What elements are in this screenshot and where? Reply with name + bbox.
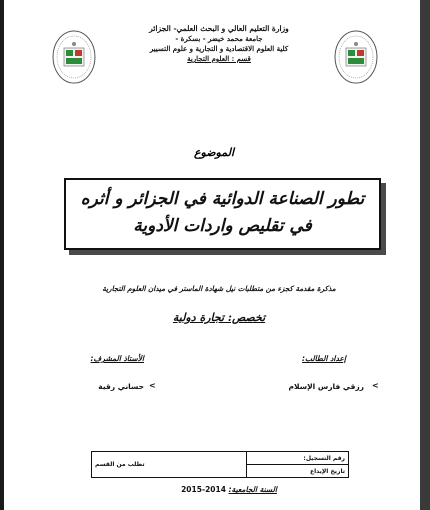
title-line-1: تطور الصناعة الدوائية في الجزائر و أثره — [80, 189, 365, 209]
supervisor-label: الأستاذ المشرف: — [90, 354, 144, 363]
title-line-2: في تقليص واردات الأدوية — [133, 216, 312, 236]
specialization: تخصص: تجارة دولية — [172, 311, 266, 324]
window-edge — [420, 0, 430, 510]
institution-header — [104, 24, 334, 64]
academic-year-value: 2014-2015 — [181, 485, 226, 494]
deposit-date-label: تاريخ الإيداع — [247, 465, 349, 478]
academic-year — [124, 485, 334, 494]
chevron-left-icon: < — [372, 381, 379, 390]
table-row — [92, 452, 349, 465]
thesis-title — [66, 186, 379, 240]
requested-from-department: تطلب من القسم — [92, 452, 247, 478]
supervisor-name: حساني رقية — [98, 382, 144, 391]
university-seal-icon — [334, 30, 378, 84]
ministry-line: وزارة التعليم العالي و البحث العلمي- الجزائر — [149, 24, 289, 33]
department-line: قسم : العلوم التجارية — [187, 54, 251, 63]
title-box — [64, 178, 381, 250]
registration-table — [91, 451, 349, 478]
faculty-line: كلية العلوم الاقتصادية و التجارية و علوم التسيير — [149, 44, 289, 53]
memo-description: مذكرة مقدمة كجزء من متطلبات نيل شهادة الماستر في ميدان العلوم التجارية — [102, 284, 336, 293]
student-label: إعداد الطالب: — [302, 354, 346, 363]
chevron-left-icon: < — [149, 381, 156, 390]
subject-label: الموضوع — [193, 146, 235, 159]
academic-year-label: السنة الجامعية: — [228, 485, 277, 494]
reg-no-label: رقم التسجيل: — [247, 452, 349, 465]
student-name: رزقي فارس الإسلام — [288, 382, 364, 391]
university-seal-icon — [52, 30, 96, 84]
university-line: جامعة محمد خيضر - بسكرة - — [175, 34, 263, 43]
